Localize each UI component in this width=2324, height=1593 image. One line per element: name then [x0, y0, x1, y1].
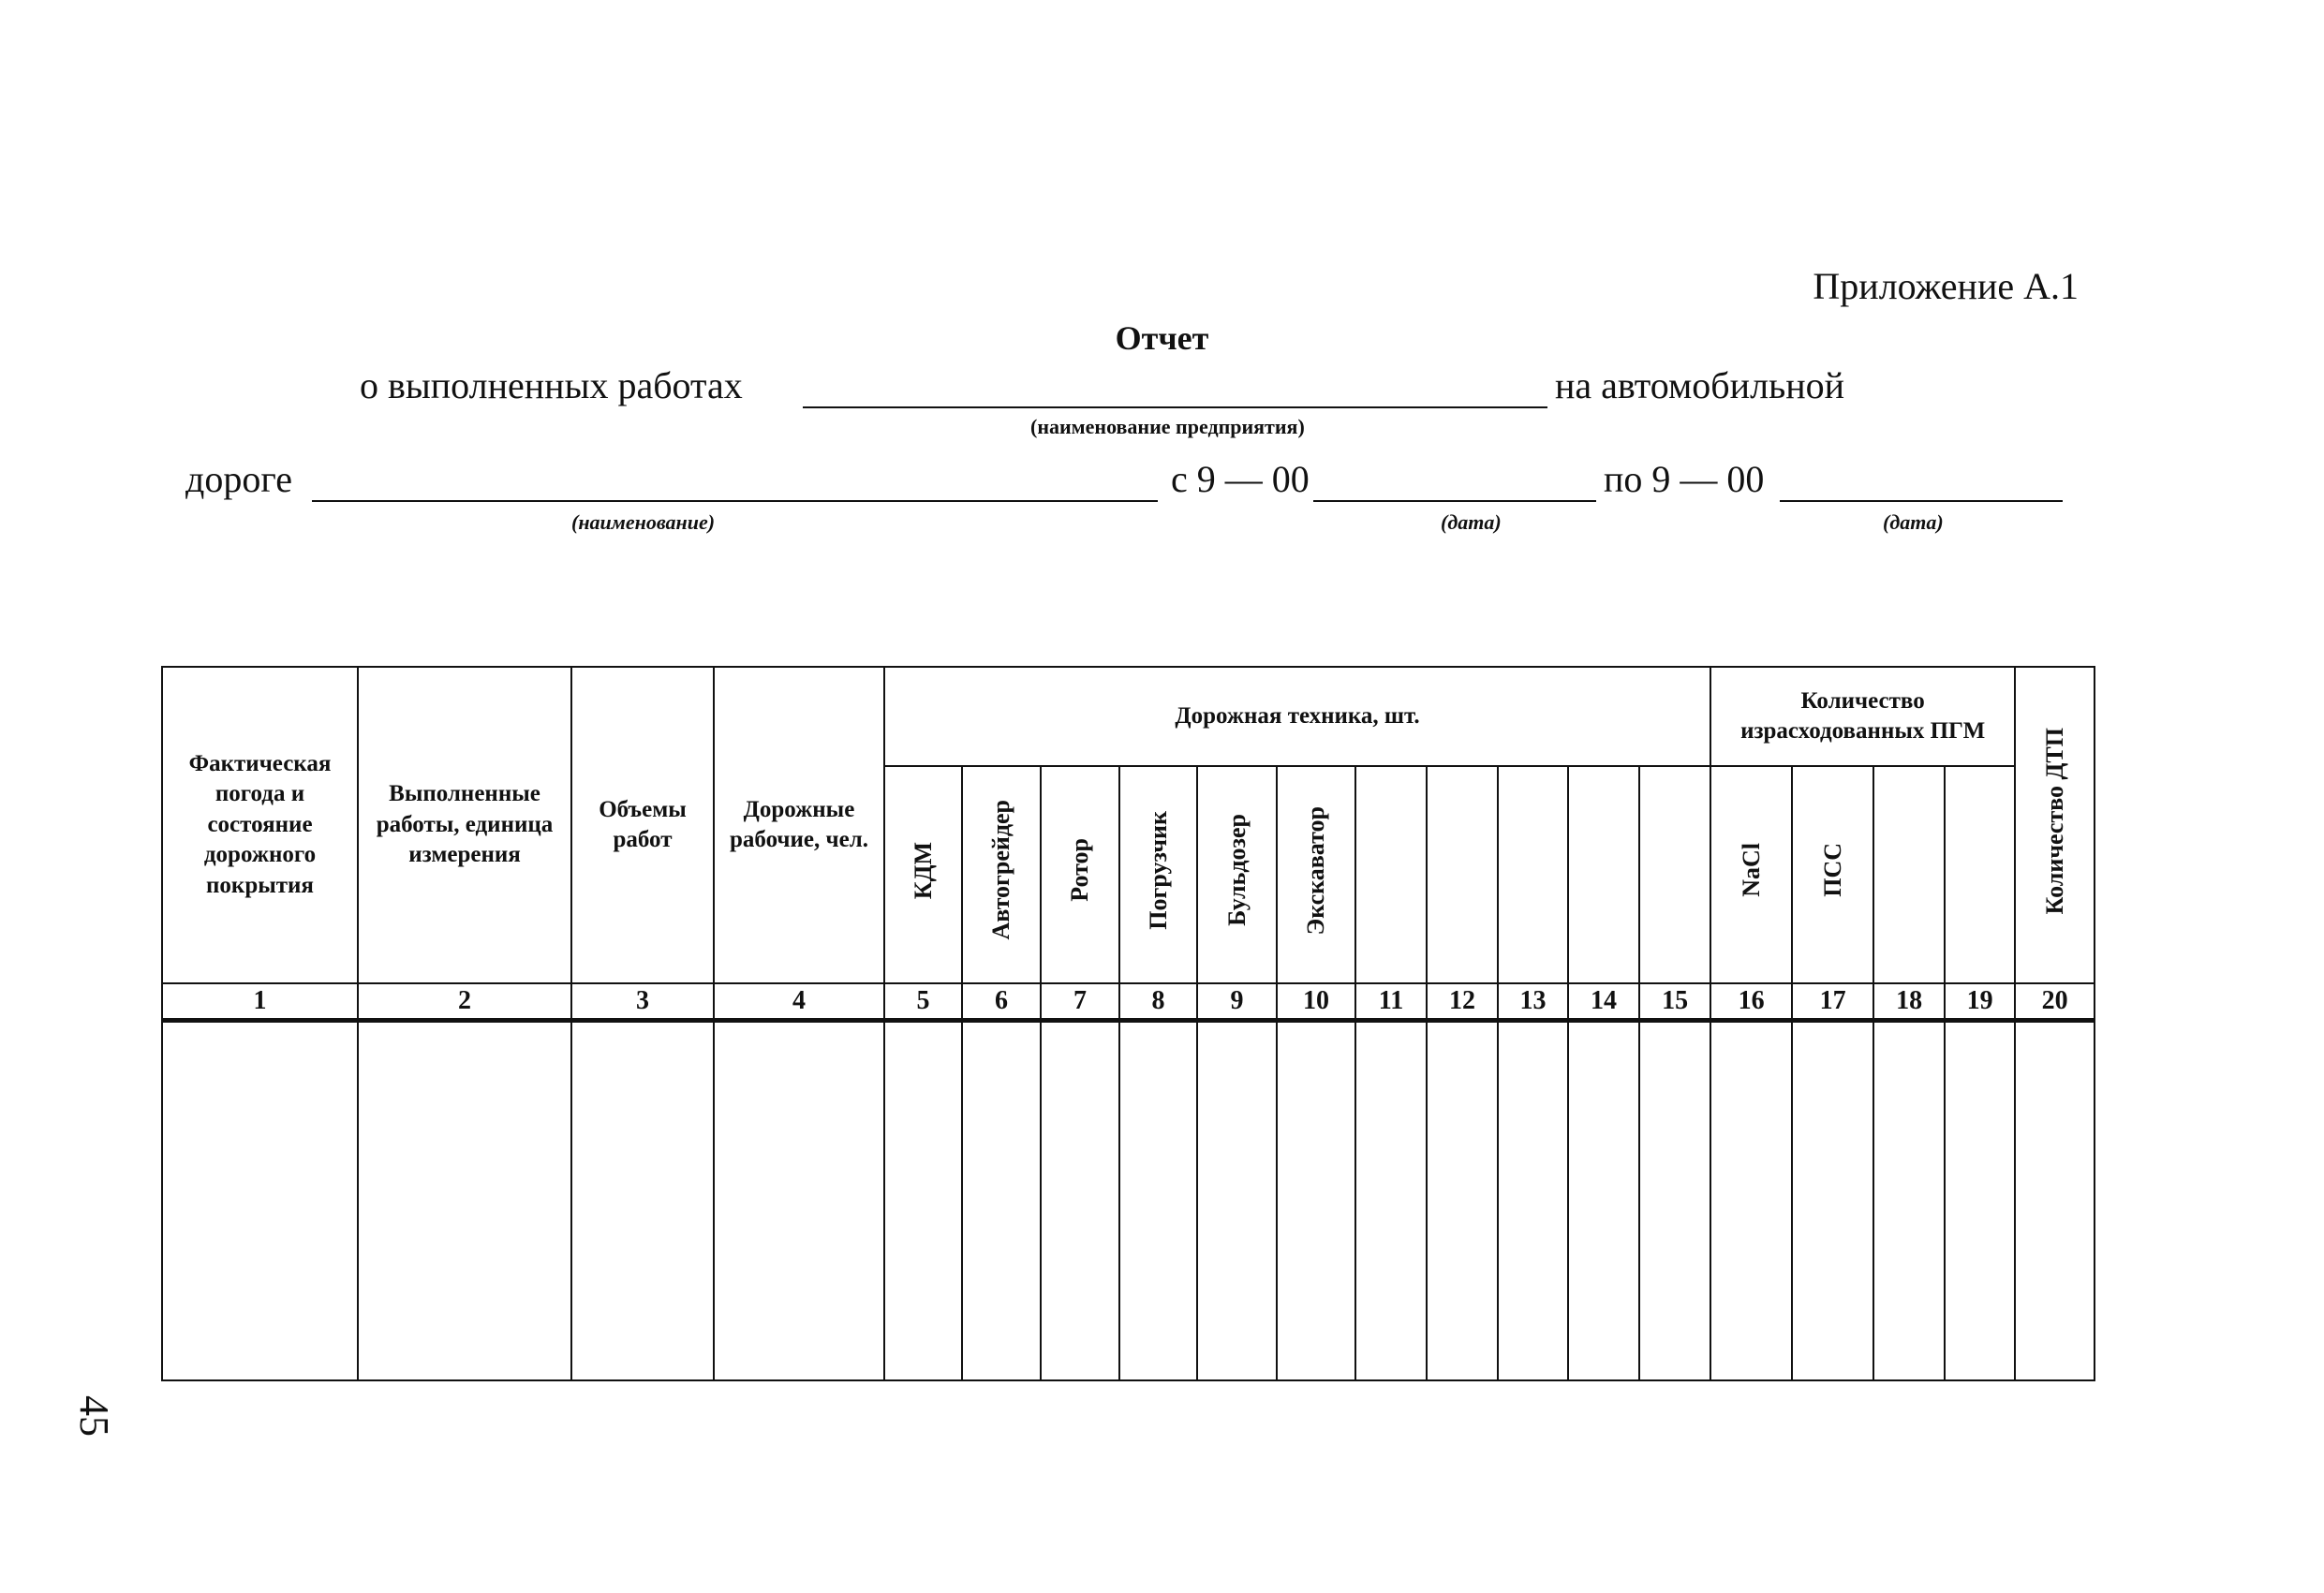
from-date-field[interactable]: [1313, 500, 1596, 502]
data-cell[interactable]: [1792, 1021, 1873, 1380]
column-number: 5: [884, 983, 962, 1021]
header-equipment-1: [884, 766, 962, 983]
appendix-label: Приложение А.1: [1813, 265, 2079, 307]
document-title: Отчет: [1115, 319, 1209, 357]
equipment-label: Ротор: [1066, 838, 1094, 903]
column-number: 1: [162, 983, 358, 1021]
data-cell[interactable]: [1710, 1021, 1792, 1380]
data-cell[interactable]: [1568, 1021, 1639, 1380]
enterprise-hint: (наименование предприятия): [1030, 415, 1305, 438]
data-cell[interactable]: [2015, 1021, 2095, 1380]
header-fuel-4: [1945, 766, 2015, 983]
header-equipment-7: [1355, 766, 1427, 983]
equipment-label: Бульдозер: [1222, 814, 1251, 927]
from-time-label: с 9 — 00: [1171, 458, 1310, 500]
column-number: 6: [962, 983, 1041, 1021]
line2-prefix: дороге: [185, 458, 292, 500]
column-number: 12: [1427, 983, 1498, 1021]
header-volume: Объемы работ: [571, 667, 714, 983]
data-cell[interactable]: [1945, 1021, 2015, 1380]
line1-suffix: на автомобильной: [1555, 364, 1845, 406]
column-number: 14: [1568, 983, 1639, 1021]
column-number: 3: [571, 983, 714, 1021]
header-accidents: [2015, 667, 2095, 983]
data-cell[interactable]: [162, 1021, 358, 1380]
enterprise-field[interactable]: [803, 406, 1547, 408]
from-date-hint: (дата): [1441, 510, 1502, 534]
fuel-label: NaCl: [1737, 843, 1765, 898]
header-equipment-5: [1197, 766, 1277, 983]
header-equipment-6: [1277, 766, 1355, 983]
data-cell[interactable]: [358, 1021, 571, 1380]
column-numbers-row: [162, 983, 2095, 1021]
to-date-hint: (дата): [1883, 510, 1944, 534]
page-number: 45: [71, 1395, 117, 1437]
column-number: 17: [1792, 983, 1873, 1021]
equipment-label: Экскаватор: [1302, 805, 1330, 935]
data-cell[interactable]: [1498, 1021, 1568, 1380]
column-number: 11: [1355, 983, 1427, 1021]
column-number: 7: [1041, 983, 1119, 1021]
header-weather: Фактическая погода и состояние дорожного покрытия: [162, 667, 358, 983]
header-fuel-3: [1873, 766, 1945, 983]
header-equipment-10: [1568, 766, 1639, 983]
header-equipment-4: [1119, 766, 1197, 983]
data-cell[interactable]: [1197, 1021, 1277, 1380]
equipment-label: КДМ: [909, 841, 937, 899]
data-cell[interactable]: [571, 1021, 714, 1380]
column-number: 16: [1710, 983, 1792, 1021]
data-cell[interactable]: [1873, 1021, 1945, 1380]
column-number: 9: [1197, 983, 1277, 1021]
data-cell[interactable]: [1427, 1021, 1498, 1380]
data-cell[interactable]: [714, 1021, 884, 1380]
header-fuel-1: [1710, 766, 1792, 983]
header-equipment-group: Дорожная техника, шт.: [884, 667, 1710, 766]
equipment-label: Погрузчик: [1144, 810, 1172, 930]
column-number: 13: [1498, 983, 1568, 1021]
header-fuel-group: Количество израсходованных ПГМ: [1710, 667, 2015, 766]
accidents-label: Количество ДТП: [2040, 727, 2068, 914]
header-equipment-11: [1639, 766, 1710, 983]
header-works: Выполненные работы, единица измерения: [358, 667, 571, 983]
column-number: 18: [1873, 983, 1945, 1021]
column-number: 20: [2015, 983, 2095, 1021]
data-cell[interactable]: [962, 1021, 1041, 1380]
data-cell[interactable]: [1119, 1021, 1197, 1380]
equipment-label: Автогрейдер: [987, 800, 1015, 941]
column-number: 10: [1277, 983, 1355, 1021]
fuel-label: ПСС: [1818, 843, 1846, 898]
header-equipment-9: [1498, 766, 1568, 983]
column-number: 4: [714, 983, 884, 1021]
header-equipment-2: [962, 766, 1041, 983]
data-cell[interactable]: [1041, 1021, 1119, 1380]
data-cell[interactable]: [1355, 1021, 1427, 1380]
header-equipment-8: [1427, 766, 1498, 983]
report-table: [161, 666, 2095, 1381]
road-name-field[interactable]: [312, 500, 1158, 502]
column-number: 8: [1119, 983, 1197, 1021]
header-fuel-2: [1792, 766, 1873, 983]
column-number: 15: [1639, 983, 1710, 1021]
data-row: [162, 1021, 2095, 1380]
to-date-field[interactable]: [1780, 500, 2063, 502]
header-equipment-3: [1041, 766, 1119, 983]
header-workers: Дорожные рабочие, чел.: [714, 667, 884, 983]
data-cell[interactable]: [1639, 1021, 1710, 1380]
to-time-label: по 9 — 00: [1604, 458, 1765, 500]
data-cell[interactable]: [884, 1021, 962, 1380]
line1-prefix: о выполненных работах: [360, 364, 743, 406]
road-name-hint: (наименование): [571, 510, 716, 534]
data-cell[interactable]: [1277, 1021, 1355, 1380]
column-number: 19: [1945, 983, 2015, 1021]
column-number: 2: [358, 983, 571, 1021]
